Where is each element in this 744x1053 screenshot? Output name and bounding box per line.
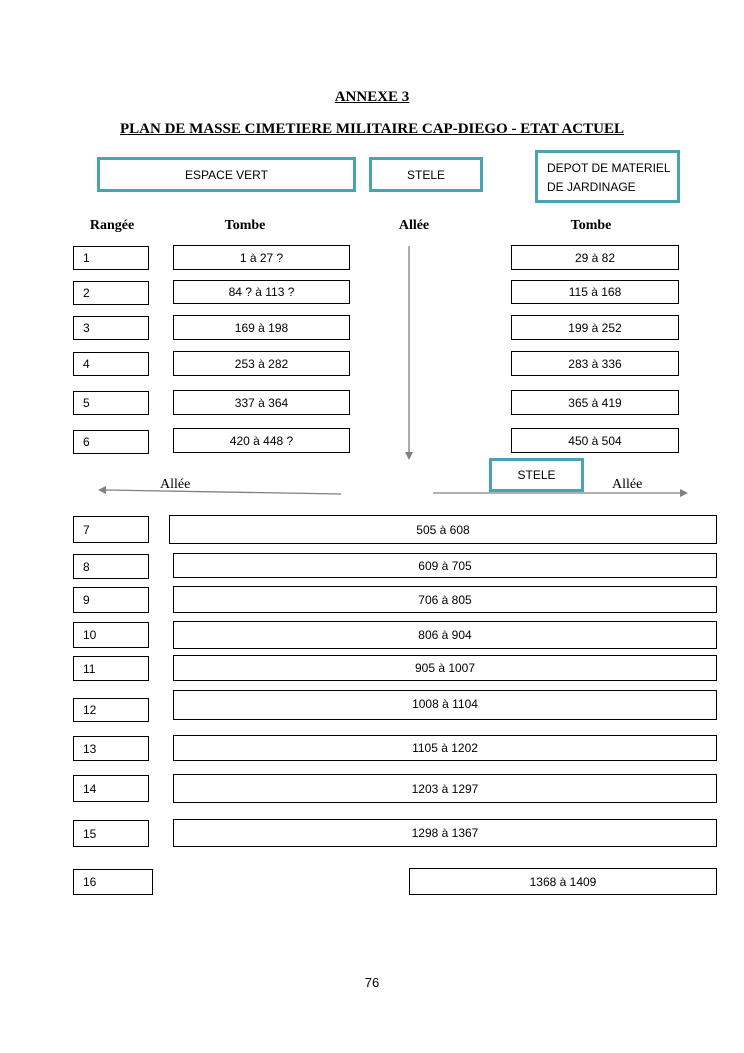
tombe-left-box: 84 ? à 113 ? [173, 280, 350, 304]
rangee-box: 6 [73, 430, 149, 454]
rangee-box: 4 [73, 352, 149, 376]
plan-title: PLAN DE MASSE CIMETIERE MILITAIRE CAP-DIEGO - ETAT ACTUEL [120, 121, 624, 137]
rangee-box: 10 [73, 622, 149, 648]
rangee-box: 9 [73, 587, 149, 613]
tombe-left-box: 420 à 448 ? [173, 428, 350, 453]
header-tombe-right: Tombe [570, 218, 612, 233]
allee-right-label: Allée [612, 477, 643, 492]
header-rangee: Rangée [89, 218, 135, 233]
page-number: 76 [364, 975, 380, 990]
tombe-wide-box: 609 à 705 [173, 553, 717, 578]
tombe-right-box: 450 à 504 [511, 428, 679, 453]
tombe-left-box: 337 à 364 [173, 390, 350, 415]
rangee-box: 1 [73, 246, 149, 270]
tombe-right-box: 283 à 336 [511, 351, 679, 376]
header-allee: Allée [398, 218, 430, 233]
tombe-right-box: 199 à 252 [511, 315, 679, 340]
tombe-left-box: 169 à 198 [173, 315, 350, 340]
tombe-right-box: 365 à 419 [511, 390, 679, 415]
tombe-right-box: 115 à 168 [511, 280, 679, 304]
tombe-left-box: 253 à 282 [173, 351, 350, 376]
annex-title: ANNEXE 3 [334, 89, 410, 105]
depot-line-2: DE JARDINAGE [547, 180, 636, 194]
tombe-wide-box: 1203 à 1297 [173, 774, 717, 803]
rangee-box: 2 [73, 281, 149, 305]
tombe-wide-box: 1368 à 1409 [409, 868, 717, 895]
espace-vert-label: ESPACE VERT [185, 167, 268, 182]
header-tombe-left: Tombe [224, 218, 266, 233]
allee-left-label: Allée [160, 477, 191, 492]
tombe-left-box: 1 à 27 ? [173, 245, 350, 270]
stele-middle-label: STELE [517, 468, 556, 482]
rangee-box: 7 [73, 516, 149, 543]
rangee-box: 3 [73, 316, 149, 340]
tombe-wide-box: 706 à 805 [173, 586, 717, 613]
rangee-box: 14 [73, 775, 149, 802]
rangee-box: 13 [73, 736, 149, 761]
rangee-box: 15 [73, 820, 149, 847]
rangee-box: 11 [73, 656, 149, 681]
tombe-wide-box: 1008 à 1104 [173, 690, 717, 720]
tombe-wide-box: 1105 à 1202 [173, 735, 717, 761]
arrow-allee-left [98, 486, 341, 494]
tombe-wide-box: 505 à 608 [169, 515, 717, 544]
rangee-box: 8 [73, 554, 149, 579]
arrow-allee-vertical [405, 246, 413, 460]
depot-line-1: DEPOT DE MATERIEL [547, 161, 671, 175]
tombe-wide-box: 1298 à 1367 [173, 819, 717, 847]
rangee-box: 5 [73, 391, 149, 415]
rangee-box: 16 [73, 869, 153, 895]
tombe-right-box: 29 à 82 [511, 245, 679, 270]
rangee-box: 12 [73, 698, 149, 722]
tombe-wide-box: 806 à 904 [173, 621, 717, 649]
stele-top-label: STELE [406, 167, 445, 182]
tombe-wide-box: 905 à 1007 [173, 655, 717, 681]
stele-middle-box [489, 458, 584, 492]
